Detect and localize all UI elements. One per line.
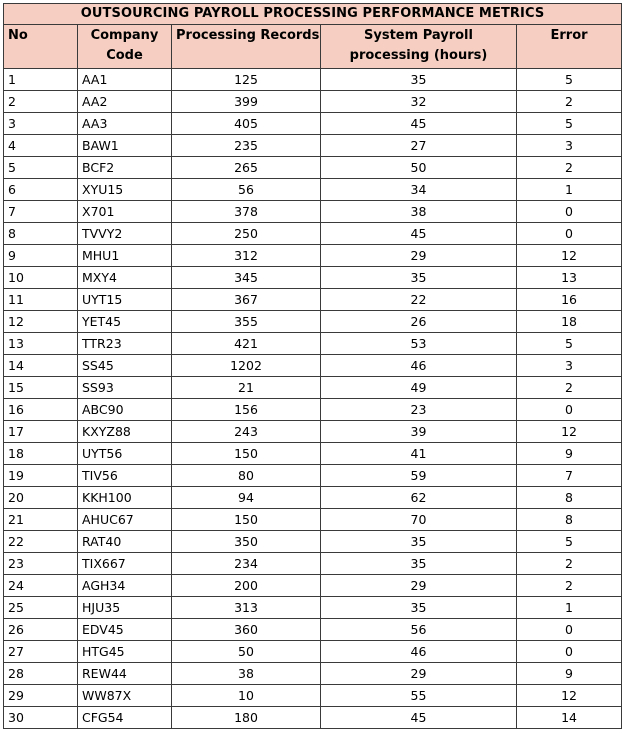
cell-system-hours: 41 xyxy=(321,443,517,465)
cell-error: 1 xyxy=(517,597,622,619)
cell-error: 5 xyxy=(517,531,622,553)
cell-no: 18 xyxy=(4,443,78,465)
cell-company-code: WW87X xyxy=(78,685,172,707)
cell-error: 2 xyxy=(517,553,622,575)
table-row xyxy=(4,135,622,157)
cell-company-code: AHUC67 xyxy=(78,509,172,531)
cell-processing-records: 150 xyxy=(172,509,321,531)
table-row xyxy=(4,289,622,311)
cell-error: 14 xyxy=(517,707,622,729)
cell-error: 2 xyxy=(517,377,622,399)
cell-system-hours: 45 xyxy=(321,113,517,135)
cell-system-hours: 49 xyxy=(321,377,517,399)
cell-system-hours: 35 xyxy=(321,597,517,619)
cell-processing-records: 421 xyxy=(172,333,321,355)
cell-error: 3 xyxy=(517,355,622,377)
cell-processing-records: 125 xyxy=(172,69,321,91)
cell-error: 16 xyxy=(517,289,622,311)
table-row xyxy=(4,157,622,179)
cell-system-hours: 53 xyxy=(321,333,517,355)
cell-processing-records: 80 xyxy=(172,465,321,487)
cell-company-code: YET45 xyxy=(78,311,172,333)
cell-processing-records: 355 xyxy=(172,311,321,333)
cell-no: 8 xyxy=(4,223,78,245)
cell-processing-records: 345 xyxy=(172,267,321,289)
cell-system-hours: 27 xyxy=(321,135,517,157)
cell-no: 11 xyxy=(4,289,78,311)
table-row xyxy=(4,685,622,707)
cell-processing-records: 367 xyxy=(172,289,321,311)
cell-company-code: SS93 xyxy=(78,377,172,399)
table-row xyxy=(4,553,622,575)
cell-no: 25 xyxy=(4,597,78,619)
cell-company-code: KKH100 xyxy=(78,487,172,509)
cell-no: 19 xyxy=(4,465,78,487)
cell-processing-records: 312 xyxy=(172,245,321,267)
cell-no: 17 xyxy=(4,421,78,443)
cell-company-code: MHU1 xyxy=(78,245,172,267)
table-row xyxy=(4,531,622,553)
cell-system-hours: 32 xyxy=(321,91,517,113)
table-row xyxy=(4,245,622,267)
cell-company-code: KXYZ88 xyxy=(78,421,172,443)
cell-processing-records: 313 xyxy=(172,597,321,619)
cell-no: 28 xyxy=(4,663,78,685)
cell-no: 20 xyxy=(4,487,78,509)
cell-company-code: TIX667 xyxy=(78,553,172,575)
cell-company-code: AGH34 xyxy=(78,575,172,597)
cell-error: 2 xyxy=(517,157,622,179)
cell-system-hours: 29 xyxy=(321,663,517,685)
cell-no: 27 xyxy=(4,641,78,663)
cell-company-code: HTG45 xyxy=(78,641,172,663)
cell-processing-records: 350 xyxy=(172,531,321,553)
cell-processing-records: 94 xyxy=(172,487,321,509)
column-header-company-code: Company Code xyxy=(78,25,172,69)
cell-error: 1 xyxy=(517,179,622,201)
table-row xyxy=(4,487,622,509)
cell-no: 16 xyxy=(4,399,78,421)
cell-company-code: REW44 xyxy=(78,663,172,685)
cell-system-hours: 59 xyxy=(321,465,517,487)
cell-no: 24 xyxy=(4,575,78,597)
table-row xyxy=(4,223,622,245)
cell-system-hours: 45 xyxy=(321,223,517,245)
cell-system-hours: 50 xyxy=(321,157,517,179)
cell-system-hours: 34 xyxy=(321,179,517,201)
table-row xyxy=(4,641,622,663)
column-header-error: Error xyxy=(517,25,622,69)
cell-system-hours: 70 xyxy=(321,509,517,531)
cell-no: 12 xyxy=(4,311,78,333)
cell-company-code: AA2 xyxy=(78,91,172,113)
cell-system-hours: 26 xyxy=(321,311,517,333)
cell-company-code: UYT15 xyxy=(78,289,172,311)
cell-system-hours: 39 xyxy=(321,421,517,443)
cell-error: 12 xyxy=(517,421,622,443)
cell-processing-records: 38 xyxy=(172,663,321,685)
cell-error: 0 xyxy=(517,619,622,641)
cell-no: 26 xyxy=(4,619,78,641)
cell-system-hours: 62 xyxy=(321,487,517,509)
cell-error: 18 xyxy=(517,311,622,333)
cell-no: 13 xyxy=(4,333,78,355)
cell-error: 8 xyxy=(517,509,622,531)
cell-error: 9 xyxy=(517,663,622,685)
cell-no: 4 xyxy=(4,135,78,157)
cell-system-hours: 23 xyxy=(321,399,517,421)
table-row xyxy=(4,69,622,91)
cell-no: 10 xyxy=(4,267,78,289)
cell-no: 3 xyxy=(4,113,78,135)
cell-company-code: XYU15 xyxy=(78,179,172,201)
cell-processing-records: 265 xyxy=(172,157,321,179)
cell-processing-records: 10 xyxy=(172,685,321,707)
cell-system-hours: 35 xyxy=(321,553,517,575)
cell-processing-records: 150 xyxy=(172,443,321,465)
cell-system-hours: 35 xyxy=(321,69,517,91)
cell-system-hours: 35 xyxy=(321,267,517,289)
table-row xyxy=(4,179,622,201)
cell-no: 7 xyxy=(4,201,78,223)
cell-error: 7 xyxy=(517,465,622,487)
cell-company-code: HJU35 xyxy=(78,597,172,619)
cell-error: 12 xyxy=(517,245,622,267)
table-row xyxy=(4,707,622,729)
table-row xyxy=(4,597,622,619)
table-row xyxy=(4,443,622,465)
table-row xyxy=(4,465,622,487)
cell-error: 8 xyxy=(517,487,622,509)
cell-no: 29 xyxy=(4,685,78,707)
cell-system-hours: 46 xyxy=(321,641,517,663)
table-title: OUTSOURCING PAYROLL PROCESSING PERFORMANCE METRICS xyxy=(4,4,622,25)
cell-no: 2 xyxy=(4,91,78,113)
table-title-row xyxy=(4,4,622,25)
cell-company-code: BCF2 xyxy=(78,157,172,179)
table-row xyxy=(4,399,622,421)
cell-processing-records: 234 xyxy=(172,553,321,575)
cell-error: 5 xyxy=(517,113,622,135)
cell-error: 2 xyxy=(517,91,622,113)
cell-error: 3 xyxy=(517,135,622,157)
cell-processing-records: 200 xyxy=(172,575,321,597)
cell-processing-records: 399 xyxy=(172,91,321,113)
cell-error: 5 xyxy=(517,333,622,355)
cell-processing-records: 250 xyxy=(172,223,321,245)
cell-no: 22 xyxy=(4,531,78,553)
cell-error: 0 xyxy=(517,201,622,223)
table-row xyxy=(4,509,622,531)
column-header-processing-records: Processing Records xyxy=(172,25,321,69)
cell-company-code: TIV56 xyxy=(78,465,172,487)
table-header-row xyxy=(4,25,622,69)
cell-company-code: TVVY2 xyxy=(78,223,172,245)
cell-error: 13 xyxy=(517,267,622,289)
table-row xyxy=(4,421,622,443)
cell-processing-records: 1202 xyxy=(172,355,321,377)
column-header-no: No xyxy=(4,25,78,69)
payroll-metrics-table xyxy=(3,3,622,729)
cell-company-code: MXY4 xyxy=(78,267,172,289)
cell-error: 0 xyxy=(517,399,622,421)
cell-error: 9 xyxy=(517,443,622,465)
table-row xyxy=(4,201,622,223)
cell-error: 5 xyxy=(517,69,622,91)
cell-system-hours: 38 xyxy=(321,201,517,223)
cell-no: 30 xyxy=(4,707,78,729)
cell-no: 9 xyxy=(4,245,78,267)
cell-no: 1 xyxy=(4,69,78,91)
cell-no: 6 xyxy=(4,179,78,201)
cell-system-hours: 45 xyxy=(321,707,517,729)
cell-company-code: SS45 xyxy=(78,355,172,377)
cell-processing-records: 405 xyxy=(172,113,321,135)
cell-error: 12 xyxy=(517,685,622,707)
table-row xyxy=(4,619,622,641)
cell-processing-records: 235 xyxy=(172,135,321,157)
table-row xyxy=(4,91,622,113)
cell-processing-records: 50 xyxy=(172,641,321,663)
cell-no: 23 xyxy=(4,553,78,575)
cell-processing-records: 180 xyxy=(172,707,321,729)
cell-company-code: BAW1 xyxy=(78,135,172,157)
cell-processing-records: 243 xyxy=(172,421,321,443)
cell-company-code: TTR23 xyxy=(78,333,172,355)
table-row xyxy=(4,267,622,289)
cell-system-hours: 29 xyxy=(321,245,517,267)
table-row xyxy=(4,377,622,399)
column-header-system-payroll-hours: System Payroll processing (hours) xyxy=(321,25,517,69)
cell-company-code: EDV45 xyxy=(78,619,172,641)
table-row xyxy=(4,575,622,597)
cell-no: 15 xyxy=(4,377,78,399)
cell-system-hours: 55 xyxy=(321,685,517,707)
cell-system-hours: 29 xyxy=(321,575,517,597)
cell-company-code: X701 xyxy=(78,201,172,223)
cell-no: 14 xyxy=(4,355,78,377)
table-row xyxy=(4,663,622,685)
cell-error: 0 xyxy=(517,641,622,663)
cell-processing-records: 360 xyxy=(172,619,321,641)
table-row xyxy=(4,333,622,355)
table-body xyxy=(4,69,622,729)
cell-processing-records: 21 xyxy=(172,377,321,399)
table-row xyxy=(4,113,622,135)
cell-system-hours: 35 xyxy=(321,531,517,553)
cell-system-hours: 22 xyxy=(321,289,517,311)
cell-error: 0 xyxy=(517,223,622,245)
cell-company-code: UYT56 xyxy=(78,443,172,465)
cell-processing-records: 56 xyxy=(172,179,321,201)
cell-processing-records: 156 xyxy=(172,399,321,421)
cell-company-code: ABC90 xyxy=(78,399,172,421)
cell-system-hours: 56 xyxy=(321,619,517,641)
cell-no: 21 xyxy=(4,509,78,531)
cell-company-code: AA1 xyxy=(78,69,172,91)
cell-company-code: CFG54 xyxy=(78,707,172,729)
cell-no: 5 xyxy=(4,157,78,179)
cell-company-code: AA3 xyxy=(78,113,172,135)
table-row xyxy=(4,355,622,377)
cell-error: 2 xyxy=(517,575,622,597)
cell-system-hours: 46 xyxy=(321,355,517,377)
cell-company-code: RAT40 xyxy=(78,531,172,553)
cell-processing-records: 378 xyxy=(172,201,321,223)
table-row xyxy=(4,311,622,333)
